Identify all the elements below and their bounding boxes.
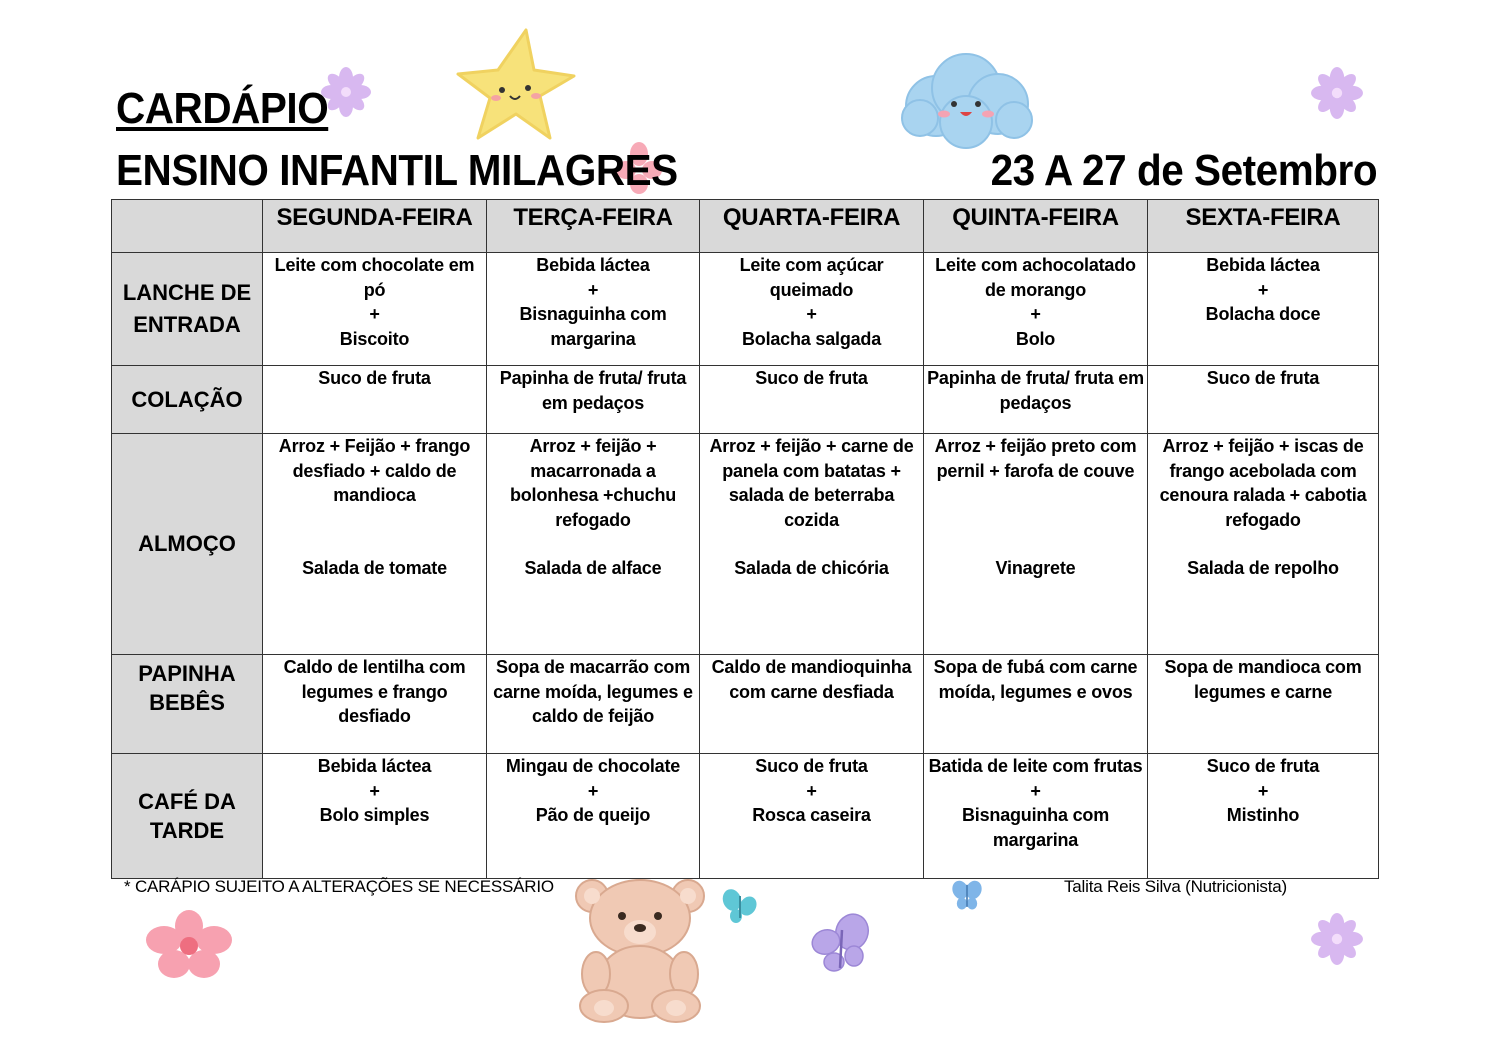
menu-cell: Papinha de fruta/ fruta em pedaços bbox=[487, 366, 700, 434]
menu-cell: Caldo de lentilha com legumes e frango desfiado bbox=[263, 655, 487, 754]
disclaimer-note: * CARÁPIO SUJEITO A ALTERAÇÕES SE NECESSÁRIO bbox=[124, 877, 554, 896]
flower-icon bbox=[1310, 66, 1364, 120]
salad-item: Salada de alface bbox=[524, 558, 662, 578]
page-title: CARDÁPIO bbox=[116, 84, 329, 133]
menu-cell: Suco de fruta bbox=[700, 366, 924, 434]
menu-cell: Sopa de macarrão com carne moída, legumes e caldo de feijão bbox=[487, 655, 700, 754]
week-dates: 23 A 27 de Setembro bbox=[990, 146, 1377, 195]
menu-cell: Leite com chocolate em pó + Biscoito bbox=[263, 253, 487, 366]
school-name: ENSINO INFANTIL MILAGRES bbox=[116, 146, 678, 195]
day-header: QUINTA-FEIRA bbox=[924, 200, 1148, 253]
salad-item: Salada de tomate bbox=[302, 558, 447, 578]
salad-item: Salada de chicória bbox=[734, 558, 889, 578]
meal-label: LANCHE DE ENTRADA bbox=[112, 253, 263, 366]
meal-label: COLAÇÃO bbox=[112, 366, 263, 434]
butterfly-icon bbox=[950, 878, 984, 912]
nutritionist-signature: Talita Reis Silva (Nutricionista) bbox=[1064, 877, 1287, 896]
menu-cell: Arroz + feijão preto com pernil + farofa de couve Vinagrete bbox=[924, 434, 1148, 655]
table-header-row bbox=[112, 200, 1379, 253]
menu-cell: Mingau de chocolate + Pão de queijo bbox=[487, 754, 700, 879]
butterfly-icon bbox=[806, 912, 876, 978]
menu-cell: Suco de fruta + Mistinho bbox=[1148, 754, 1379, 879]
menu-cell: Arroz + feijão + carne de panela com batatas + salada de beterraba cozida Salada de chicória bbox=[700, 434, 924, 655]
menu-cell: Arroz + feijão + macarronada a bolonhesa +chuchu refogado Salada de alface bbox=[487, 434, 700, 655]
table-row bbox=[112, 655, 1379, 754]
meal-label: ALMOÇO bbox=[112, 434, 263, 655]
salad-item: Salada de repolho bbox=[1187, 558, 1339, 578]
menu-cell: Arroz + feijão + iscas de frango acebolada com cenoura ralada + cabotia refogado Salada de repolho bbox=[1148, 434, 1379, 655]
menu-table bbox=[111, 199, 1379, 879]
meal-label: PAPINHA BEBÊS bbox=[112, 655, 263, 754]
menu-cell: Caldo de mandioquinha com carne desfiada bbox=[700, 655, 924, 754]
menu-cell: Papinha de fruta/ fruta em pedaços bbox=[924, 366, 1148, 434]
meal-label: CAFÉ DA TARDE bbox=[112, 754, 263, 879]
table-row bbox=[112, 754, 1379, 879]
menu-cell: Sopa de mandioca com legumes e carne bbox=[1148, 655, 1379, 754]
menu-cell: Bebida láctea + Bisnaguinha com margarina bbox=[487, 253, 700, 366]
salad-item: Vinagrete bbox=[995, 558, 1076, 578]
menu-cell: Leite com açúcar queimado + Bolacha salgada bbox=[700, 253, 924, 366]
menu-cell: Suco de fruta bbox=[263, 366, 487, 434]
flower-icon bbox=[144, 910, 234, 982]
menu-cell: Bebida láctea + Bolo simples bbox=[263, 754, 487, 879]
menu-cell: Suco de fruta + Rosca caseira bbox=[700, 754, 924, 879]
table-row bbox=[112, 253, 1379, 366]
star-icon bbox=[452, 26, 580, 152]
menu-cell: Arroz + Feijão + frango desfiado + caldo de mandioca Salada de tomate bbox=[263, 434, 487, 655]
cloud-icon bbox=[896, 46, 1036, 150]
menu-cell: Batida de leite com frutas + Bisnaguinha com margarina bbox=[924, 754, 1148, 879]
menu-cell: Bebida láctea + Bolacha doce bbox=[1148, 253, 1379, 366]
butterfly-icon bbox=[720, 886, 760, 926]
day-header: TERÇA-FEIRA bbox=[487, 200, 700, 253]
corner-cell bbox=[112, 200, 263, 253]
teddy-bear-icon bbox=[570, 874, 710, 1024]
table-row bbox=[112, 434, 1379, 655]
day-header: SEGUNDA-FEIRA bbox=[263, 200, 487, 253]
day-header: QUARTA-FEIRA bbox=[700, 200, 924, 253]
table-row bbox=[112, 366, 1379, 434]
flower-icon bbox=[1310, 912, 1364, 966]
menu-cell: Suco de fruta bbox=[1148, 366, 1379, 434]
day-header: SEXTA-FEIRA bbox=[1148, 200, 1379, 253]
menu-cell: Sopa de fubá com carne moída, legumes e ovos bbox=[924, 655, 1148, 754]
menu-cell: Leite com achocolatado de morango + Bolo bbox=[924, 253, 1148, 366]
